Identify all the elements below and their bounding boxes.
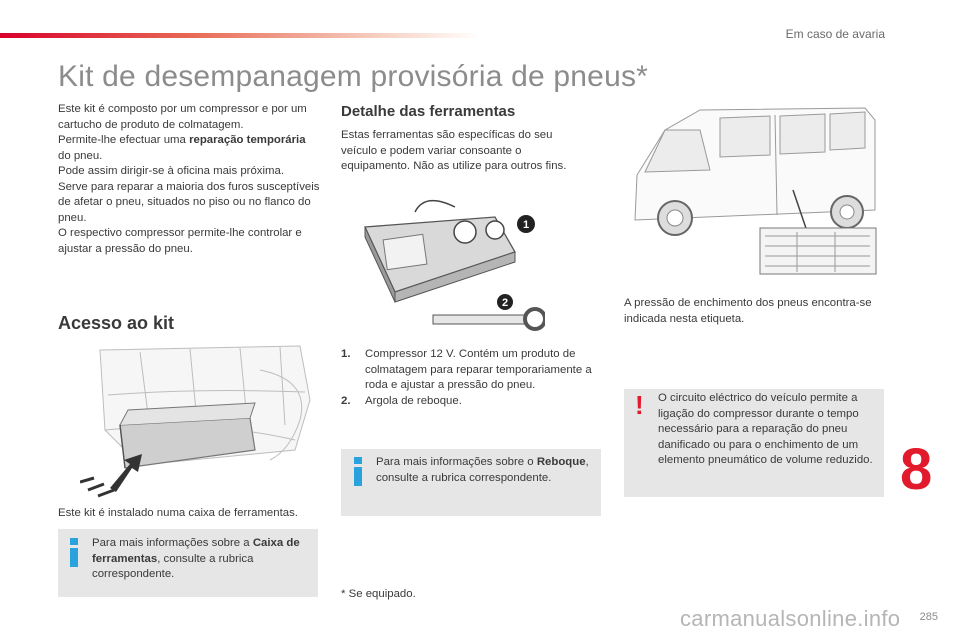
warning-icon: ! bbox=[635, 390, 644, 420]
detalhe-text: Estas ferramentas são específicas do seu veículo e podem variar consoante o equipamento. Não as utilize para outros fins. bbox=[341, 129, 567, 172]
seat-toolbox-illustration bbox=[80, 340, 320, 500]
watermark: carmanualsonline.info bbox=[680, 606, 901, 631]
intro-line: O respectivo compressor permite-lhe controlar e ajustar a pressão do pneu. bbox=[58, 227, 302, 255]
warning-box bbox=[624, 389, 884, 497]
info-box-reboque bbox=[341, 449, 601, 516]
intro-line: Este kit é composto por um compressor e por um cartucho de produto de colmatagem. bbox=[58, 103, 307, 131]
pressure-label-text: A pressão de enchimento dos pneus encontra-se indicada nesta etiqueta. bbox=[624, 297, 872, 325]
info-text: Para mais informações sobre a Caixa de ferramentas, consulte a rubrica correspondente. bbox=[92, 537, 300, 580]
compressor-kit-illustration bbox=[355, 192, 545, 337]
header-accent-bar bbox=[0, 33, 480, 38]
intro-line: Pode assim dirigir-se à oficina mais próxima. bbox=[58, 165, 284, 177]
list-number: 2. bbox=[341, 394, 351, 407]
intro-text bbox=[58, 102, 320, 257]
footnote: * Se equipado. bbox=[341, 588, 416, 600]
intro-line: Serve para reparar a maioria dos furos susceptíveis de afetar o pneu, situados no piso ou no flanco do pneu. bbox=[58, 180, 320, 224]
list-item bbox=[341, 347, 603, 394]
info-text: Para mais informações sobre o Reboque, consulte a rubrica correspondente. bbox=[376, 456, 589, 484]
page-number: 285 bbox=[919, 611, 938, 623]
section-name: Em caso de avaria bbox=[785, 27, 885, 41]
info-box-caixa bbox=[58, 529, 318, 597]
page-title: Kit de desempanagem provisória de pneus* bbox=[58, 60, 649, 93]
callout-2: 2 bbox=[501, 297, 509, 309]
kit-location-caption: Este kit é instalado numa caixa de ferramentas. bbox=[58, 507, 298, 519]
heading-detalhe: Detalhe das ferramentas bbox=[341, 103, 516, 120]
list-number: 1. bbox=[341, 348, 351, 360]
list-item bbox=[341, 394, 603, 410]
heading-acesso: Acesso ao kit bbox=[58, 313, 175, 333]
warning-text: O circuito eléctrico do veículo permite a ligação do compressor durante o tempo necessário para a reparação do pneu danificado ou para o enchimento de um elemento pneumático de volume reduzido. bbox=[658, 392, 873, 466]
tool-list bbox=[341, 347, 603, 409]
callout-1: 1 bbox=[522, 219, 530, 231]
intro-line: Permite-lhe efectuar uma reparação temporária do pneu. bbox=[58, 134, 306, 162]
list-text: Argola de reboque. bbox=[365, 394, 462, 407]
chapter-number: 8 bbox=[900, 437, 933, 502]
list-text: Compressor 12 V. Contém um produto de colmatagem para reparar temporariamente a roda e ajustar a pressão do pneu. bbox=[365, 348, 592, 391]
towing-eye bbox=[433, 309, 545, 329]
van-label-illustration bbox=[625, 100, 885, 280]
emphasis: reparação temporária bbox=[189, 134, 306, 146]
